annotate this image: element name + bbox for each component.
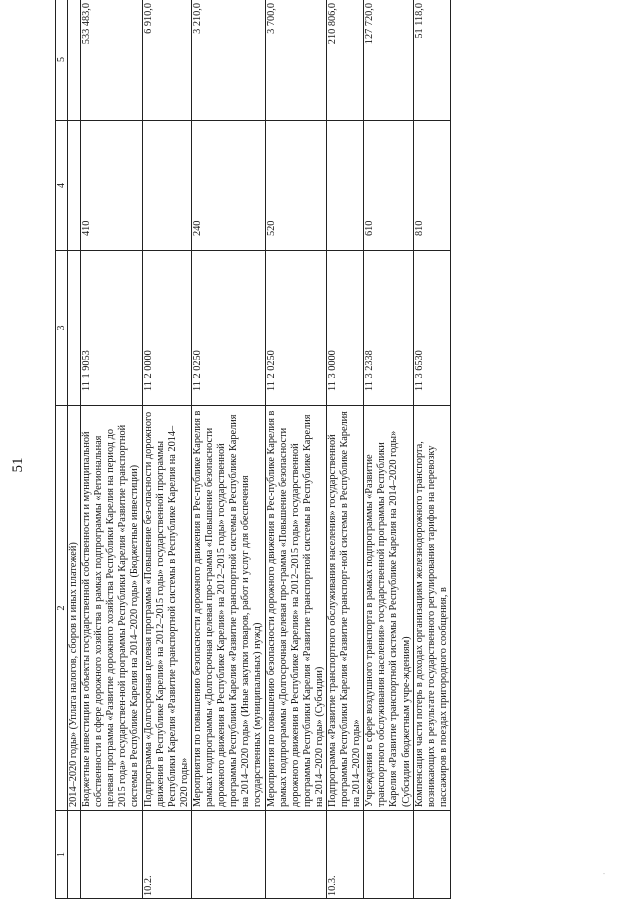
description-cell: Бюджетные инвестиции в объекты государственной собственности и муниципальной собственности в сфере дорожного хозяйства в рамках подпрограммы «Региональная целевая программа «Развитие дорожного хозяйства Республики Карелия на период до 2015 года» государствен-ной программы Республики Карелия «Развитие транспортной системы в Республике Карелия на 2014–2020 годы» (Бюджетные инвестиции) xyxy=(81,406,142,811)
header-cell: 5 xyxy=(56,0,68,121)
table-row xyxy=(265,0,326,899)
type-cell: 810 xyxy=(413,121,450,251)
scan-speck: · xyxy=(600,872,609,875)
header-cell: 3 xyxy=(56,251,68,406)
description-cell: 2014–2020 годы» (Уплата налогов, сборов и иных платежей) xyxy=(68,406,81,811)
type-cell: 240 xyxy=(191,121,265,251)
type-cell xyxy=(326,121,363,251)
table-row xyxy=(142,0,191,899)
section-number xyxy=(413,811,450,899)
code-cell: 11 2 0250 xyxy=(191,251,265,406)
section-number xyxy=(68,811,81,899)
amount-cell: 533 483,0 xyxy=(81,0,142,121)
code-cell: 11 1 9053 xyxy=(81,251,142,406)
description-cell: Мероприятия по повышению безопасности дорожного движения в Рес-публике Карелия в рамках подпрограммы «Долгосрочная целевая про-грамма «Повышение безопасности дорожного движения в Республике Карелия» на 2012–2015 годы» государственной программы Республики Карелия «Развитие транспортной системы в Республике Карелия на 2014–2020 годы» (Субсидии) xyxy=(265,406,326,811)
type-cell: 410 xyxy=(81,121,142,251)
type-cell: 520 xyxy=(265,121,326,251)
type-cell: 610 xyxy=(364,121,413,251)
header-row xyxy=(56,0,68,899)
table-row xyxy=(81,0,142,899)
table-row xyxy=(326,0,363,899)
code-cell: 11 2 0000 xyxy=(142,251,191,406)
section-number xyxy=(191,811,265,899)
code-cell: 11 3 6530 xyxy=(413,251,450,406)
amount-cell xyxy=(68,0,81,121)
page-number: 51 xyxy=(10,457,26,473)
code-cell: 11 3 0000 xyxy=(326,251,363,406)
header-cell: 1 xyxy=(56,811,68,899)
header-cell: 4 xyxy=(56,121,68,251)
section-number xyxy=(265,811,326,899)
amount-cell: 51 118,0 xyxy=(413,0,450,121)
description-cell: Мероприятия по повышению безопасности дорожного движения в Рес-публике Карелия в рамках подпрограммы «Долгосрочная целевая про-грамма «Повышение безопасности дорожного движения в Республике Карелия» на 2012–2015 годы» государственной программы Республики Карелия «Развитие транспортной системы в Республике Карелия на 2014–2020 годы» (Иные закупки товаров, работ и услуг для обеспечения государственных (муниципальных) нужд) xyxy=(191,406,265,811)
type-cell xyxy=(142,121,191,251)
amount-cell: 210 806,0 xyxy=(326,0,363,121)
description-cell: Компенсация части потерь в доходах организациям железнодорожного транспорта, возникающих в результате государственного регулирования тарифов на перевозку пассажиров в поездах пригородного сообщения, в xyxy=(413,406,450,811)
section-number: 10.3. xyxy=(326,811,363,899)
amount-cell: 3 700,0 xyxy=(265,0,326,121)
amount-cell: 127 720,0 xyxy=(364,0,413,121)
description-cell: Подпрограмма «Долгосрочная целевая программа «Повышение без-опасности дорожного движения в Республике Карелия» на 2012–2015 годы» государственной программы Республики Карелия «Развитие транспортной системы в Республике Карелия на 2014–2020 годы» xyxy=(142,406,191,811)
code-cell: 11 3 2338 xyxy=(364,251,413,406)
amount-cell: 6 910,0 xyxy=(142,0,191,121)
amount-cell: 3 210,0 xyxy=(191,0,265,121)
header-cell: 2 xyxy=(56,406,68,811)
code-cell xyxy=(68,251,81,406)
code-cell: 11 2 0250 xyxy=(265,251,326,406)
section-number: 10.2. xyxy=(142,811,191,899)
budget-table xyxy=(55,0,451,899)
table-row xyxy=(191,0,265,899)
type-cell xyxy=(68,121,81,251)
description-cell: Подпрограмма «Развитие транспортного обслуживания населения» государственной программы Республики Карелия «Развитие транспорт-ной системы в Республике Карелия на 2014–2020 годы» xyxy=(326,406,363,811)
table-row xyxy=(68,0,81,899)
section-number xyxy=(364,811,413,899)
table-row xyxy=(364,0,413,899)
table-row xyxy=(413,0,450,899)
description-cell: Учреждения в сфере воздушного транспорта в рамках подпрограммы «Развитие транспортного обслуживания населения» государственной программы Республики Карелия «Развитие транспортной системы в Республике Карелия на 2014–2020 годы» (Субсидии бюджетным учре-ждениям) xyxy=(364,406,413,811)
section-number xyxy=(81,811,142,899)
